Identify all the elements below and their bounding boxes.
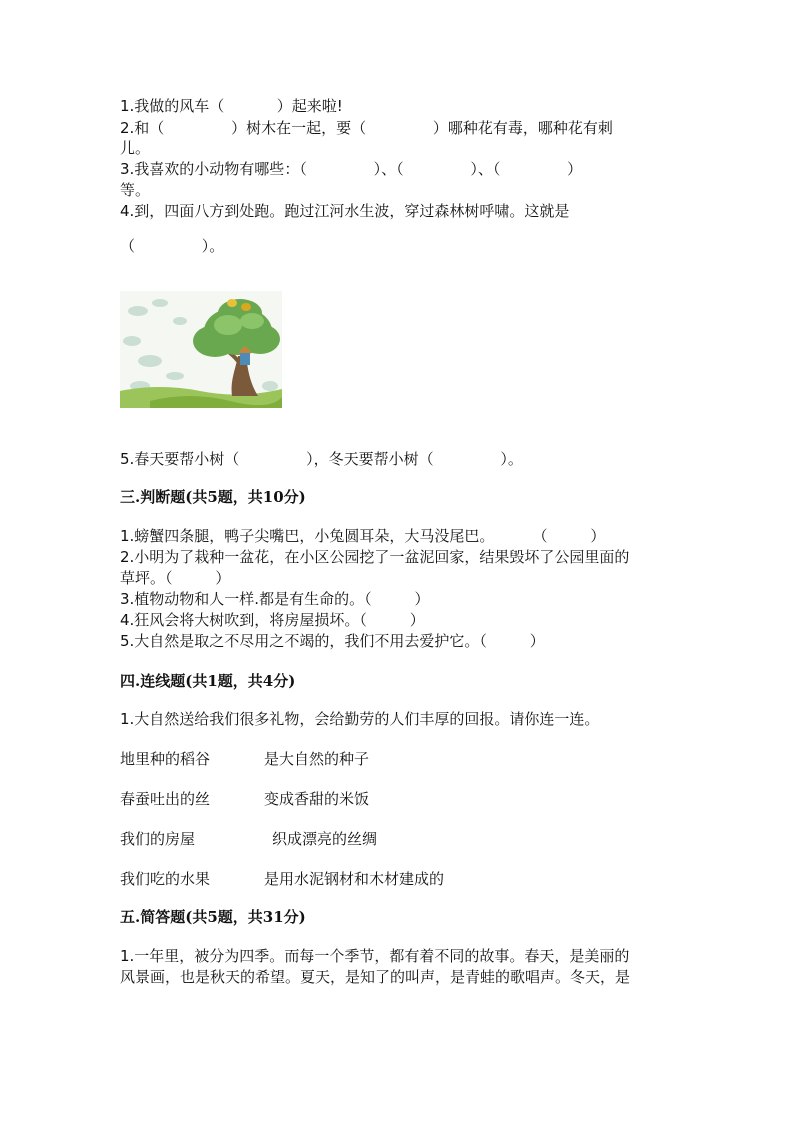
match-left-item: 地里种的稻谷 [120,750,211,768]
match-right-item: 变成香甜的米饭 [264,790,370,808]
judge-item: 1.螃蟹四条腿，鸭子尖嘴巴，小兔圆耳朵，大马没尾巴。 （ ） [120,527,606,545]
match-left-item: 我们的房屋 [120,830,196,848]
fill-q1: 1.我做的风车（ ）起来啦! [120,97,343,115]
short-answer-q1-line1: 1.一年里，被分为四季。而每一个季节，都有着不同的故事。春天，是美丽的 [120,947,630,965]
fill-q4-line1: 4.到，四面八方到处跑。跑过江河水生波，穿过森林树呼啸。这就是 [120,202,570,220]
fill-q2-line2: 儿。 [120,139,151,157]
match-section-heading: 四.连线题(共1题，共4分) [120,672,296,690]
match-left-item: 我们吃的水果 [120,870,211,888]
fill-q2-line1: 2.和（ ）树木在一起，要（ ）哪种花有毒，哪种花有刺 [120,119,613,137]
match-left-item: 春蚕吐出的丝 [120,790,211,808]
judge-item: 草坪。（ ） [120,569,231,587]
judge-item: 4.狂风会将大树吹到，将房屋损坏。（ ） [120,611,425,629]
match-prompt: 1.大自然送给我们很多礼物，会给勤劳的人们丰厚的回报。请你连一连。 [120,710,600,728]
short-answer-section-heading: 五.简答题(共5题，共31分) [120,908,306,926]
fill-q5: 5.春天要帮小树（ ），冬天要帮小树（ ）。 [120,450,523,468]
match-right-item: 是大自然的种子 [264,750,370,768]
fill-q3-line2: 等。 [120,181,151,199]
judge-item: 5.大自然是取之不尽用之不竭的，我们不用去爱护它。（ ） [120,632,545,650]
judge-item: 3.植物动物和人一样.都是有生命的。（ ） [120,590,430,608]
match-right-item: 是用水泥钢材和木材建成的 [264,870,445,888]
judge-section-heading: 三.判断题(共5题，共10分) [120,488,306,506]
short-answer-q1-line2: 风景画，也是秋天的希望。夏天，是知了的叫声，是青蛙的歌唱声。冬天，是 [120,968,631,986]
tree-illustration [120,291,282,408]
tree-with-birds-icon [120,291,282,408]
match-right-item: 织成漂亮的丝绸 [272,830,378,848]
judge-item: 2.小明为了栽种一盆花，在小区公园挖了一盆泥回家，结果毁坏了公园里面的 [120,548,630,566]
fill-q4-line2: （ ）。 [120,237,225,255]
fill-q3-line1: 3.我喜欢的小动物有哪些：（ ）、（ ）、（ ） [120,160,583,178]
